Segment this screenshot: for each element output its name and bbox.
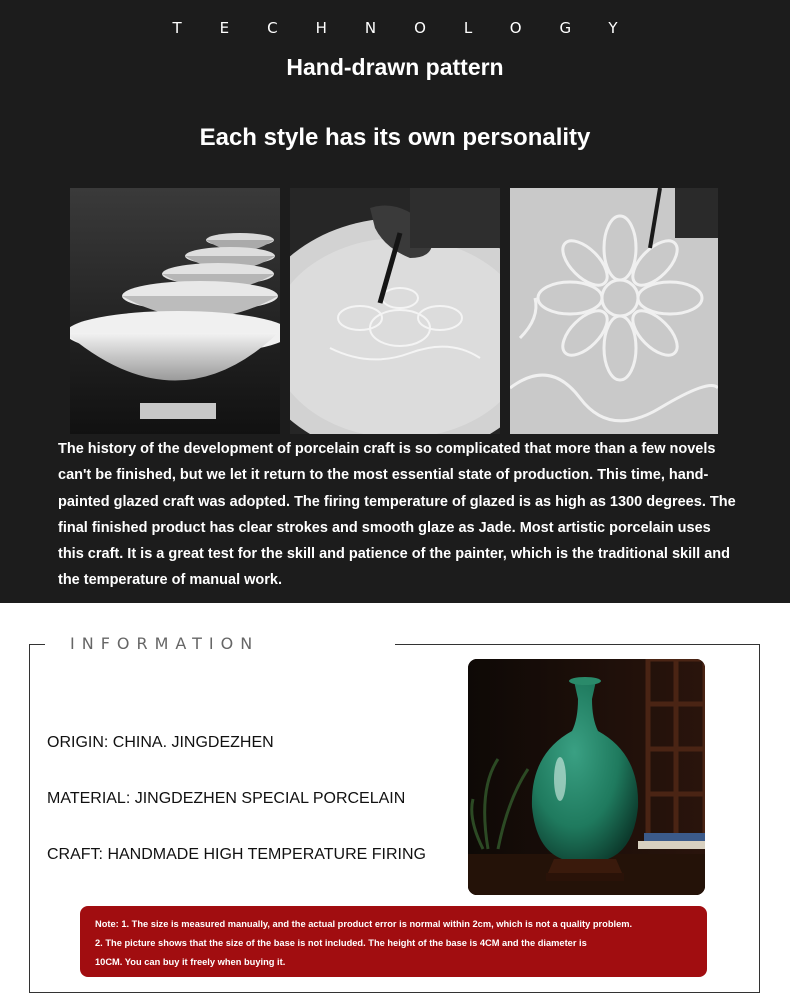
material-spec: MATERIAL: JINGDEZHEN SPECIAL PORCELAIN bbox=[47, 790, 406, 807]
note-line-2: 2. The picture shows that the size of the base is not included. The height of the base is 4CM and the diameter is bbox=[95, 938, 587, 948]
technology-subtitle: Each style has its own personality bbox=[199, 124, 591, 151]
origin-spec: ORIGIN: CHINA. JINGDEZHEN bbox=[47, 734, 274, 751]
bowls-photo bbox=[70, 188, 280, 434]
technology-title: Hand-drawn pattern bbox=[286, 54, 504, 80]
technology-description: The history of the development of porcelain craft is so complicated that more than a few novels can't be finished, but we let it return to the most essential state of production. This time, hand-painted glazed craft was adopted. The firing temperature of glazed is as high as 1300 degrees. The final finished product has clear strokes and smooth glaze as Jade. Most artistic porcelain uses this craft. It is a great test for the skill and patience of the painter, which is the traditional skill and the temperature of manual work. bbox=[58, 441, 736, 589]
note-banner bbox=[80, 906, 707, 977]
flower-pattern-photo bbox=[510, 188, 718, 434]
vase-photo bbox=[468, 659, 705, 895]
note-line-3: 10CM. You can buy it freely when buying it. bbox=[95, 957, 286, 967]
craft-spec: CRAFT: HANDMADE HIGH TEMPERATURE FIRING bbox=[47, 846, 426, 863]
technology-label: TECHNOLOGY bbox=[172, 19, 656, 37]
note-line-1: Note: 1. The size is measured manually, and the actual product error is normal within 2cm, which is not a quality problem. bbox=[95, 919, 633, 929]
information-label: INFORMATION bbox=[70, 634, 260, 653]
painting-plate-photo bbox=[290, 188, 500, 434]
